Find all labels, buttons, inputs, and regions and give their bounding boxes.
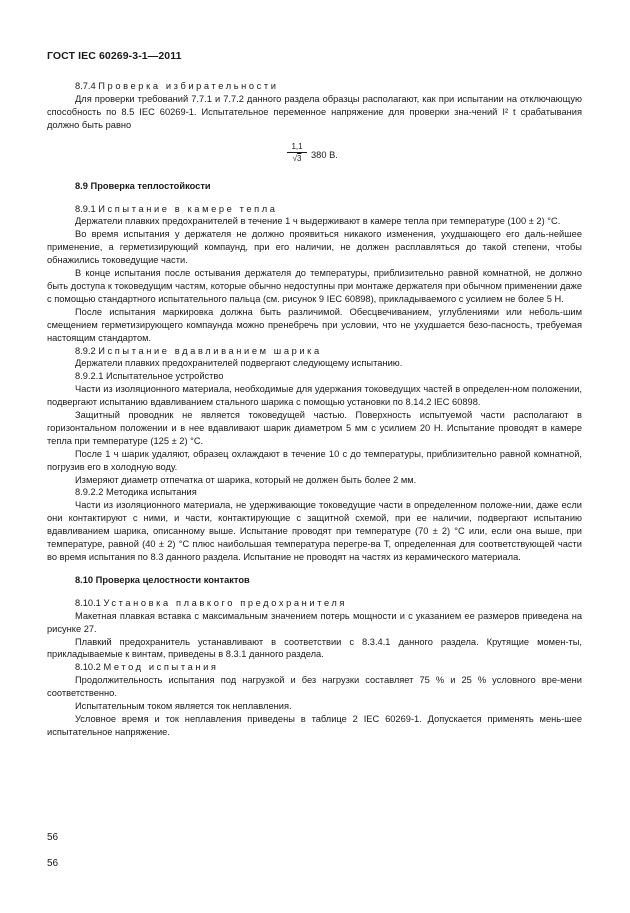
paragraph: Для проверки требований 7.7.1 и 7.7.2 данного раздела образцы располагают, как при испытании на отключающую способность по 8.5 IEC 60269-1. Испытательное переменное напряжение для проверки зна-чений I² t срабатывания должно быть равно bbox=[47, 93, 582, 130]
paragraph: Испытательным током является ток неплавления. bbox=[75, 701, 292, 712]
subsection-title: Проверка избирательности bbox=[98, 81, 279, 91]
subsection-number: 8.9.2 bbox=[75, 345, 99, 356]
subsection-heading bbox=[47, 203, 582, 216]
subsection-number: 8.10.1 bbox=[75, 597, 104, 608]
subsection-number: 8.9.1 bbox=[75, 203, 99, 214]
page-number-footer: 56 bbox=[47, 858, 59, 869]
subsection-heading bbox=[47, 345, 582, 358]
subsection-heading bbox=[47, 661, 582, 674]
subsection-title: Испытание в камере тепла bbox=[98, 203, 278, 214]
paragraph: В конце испытания после остывания держателя до температуры, приблизительно равной комнатной, не должно быть доступа к токоведущим частям, которые обычно недоступны при монтаже держателя при обычном применении даже с помощью стандартного испытательного пальца (см. рисунок 9 IEC 60898), прикладываемого с усилием не более 5 Н. bbox=[47, 268, 582, 304]
paragraph: Защитный проводник не является токоведущей частью. Поверхность испытуемой части располагают в горизонтальном положении и в нее вдавливают шарик диаметром 5 мм с усилием 20 Н. Испытание проводят в камере тепла при температуре (125 ± 2) °C. bbox=[47, 410, 582, 446]
formula-value: 380 В. bbox=[311, 149, 338, 160]
paragraph: Держатели плавких предохранителей подвергают следующему испытанию. bbox=[75, 358, 403, 369]
paragraph: Во время испытания у держателя не должно проявиться никакого изменения, ухудшающего его даль-нейшее применение, а герметизирующий компаунд, при его наличии, не должен расплавляться до такой степени, чтобы обнажились токоведущие части. bbox=[47, 229, 582, 266]
paragraph: После испытания маркировка должна быть различимой. Обесцвечиванием, углублениями или неболь-шим смещением герметизирующего компаунда можно пренебречь при условии, что не ухудшается безо-пасность, требуемая настоящим стандартом. bbox=[47, 306, 582, 343]
paragraph: 8.9.2.2 Методика испытания bbox=[75, 487, 197, 498]
paragraph: 8.9.2.1 Испытательное устройство bbox=[75, 371, 224, 382]
paragraph: Продолжительность испытания под нагрузкой и без нагрузки составляет 75 % и 25 % условного вре-мени соответственно. bbox=[47, 675, 582, 699]
paragraph: Плавкий предохранитель устанавливают в соответствии с 8.3.4.1 данного раздела. Крутящие момен-ты, прикладываемые к винтам, приведены в 8.3.1 данного раздела. bbox=[47, 636, 582, 660]
subsection-title: Метод испытания bbox=[103, 662, 219, 673]
subsection-heading bbox=[47, 80, 582, 93]
formula-fraction bbox=[287, 142, 307, 164]
subsection-title: Испытание вдавливанием шарика bbox=[98, 345, 322, 356]
subsection-number: 8.10.2 bbox=[75, 662, 104, 673]
section-heading: 8.10 Проверка целостности контактов bbox=[75, 574, 250, 585]
formula-numerator: 1,1 bbox=[287, 142, 307, 153]
subsection-heading bbox=[47, 597, 582, 610]
formula-denominator: √3 bbox=[292, 153, 302, 163]
subsection-title: Установка плавкого предохранителя bbox=[103, 597, 348, 608]
paragraph: Держатели плавких предохранителей в течение 1 ч выдерживают в камере тепла при температуре (100 ± 2) °C. bbox=[75, 216, 561, 227]
section-heading: 8.9 Проверка теплостойкости bbox=[75, 180, 211, 191]
standard-header: ГОСТ IEC 60269-3-1—2011 bbox=[47, 50, 182, 62]
paragraph: Условное время и ток неплавления приведены в таблице 2 IEC 60269-1. Допускается применять мень-шее испытательное напряжение. bbox=[47, 713, 582, 737]
paragraph: Макетная плавкая вставка с максимальным значением потерь мощности и с указанием ее размеров приведена на рисунке 27. bbox=[47, 610, 582, 634]
document-body bbox=[47, 80, 582, 739]
paragraph: Измеряют диаметр отпечатка от шарика, который не должен быть более 2 мм. bbox=[75, 474, 417, 485]
subsection-number: 8.7.4 bbox=[75, 81, 99, 91]
paragraph: Части из изоляционного материала, не удерживающие токоведущие части в определенном положе-нии, даже если они контактируют с ними, и части, контактирующие с защитной схемой, при ее наличии, подвергают испытанию вдавливанием шарика, описанному выше. Испытание проводят при температуре (70 ± 2) °C или, если она выше, при температуре, равной (40 ± 2) °C плюс наибольшая температура перегре-ва T, определенная для соответствующей части во время испытания по 8.3 данного раздела. Испытание не проводят на частях из керамического материала. bbox=[47, 500, 582, 562]
paragraph: Части из изоляционного материала, необходимые для удержания токоведущих частей в определен-ном положении, подвергают испытанию вдавливанием стального шарика с помощью установки по 8.14.2 IEC 60898. bbox=[47, 384, 582, 408]
paragraph: После 1 ч шарик удаляют, образец охлаждают в течение 10 с до температуры, приблизительно равной комнатной, погрузив его в холодную воду. bbox=[47, 448, 582, 472]
page-number: 56 bbox=[47, 832, 59, 843]
test-voltage-formula bbox=[287, 142, 582, 168]
